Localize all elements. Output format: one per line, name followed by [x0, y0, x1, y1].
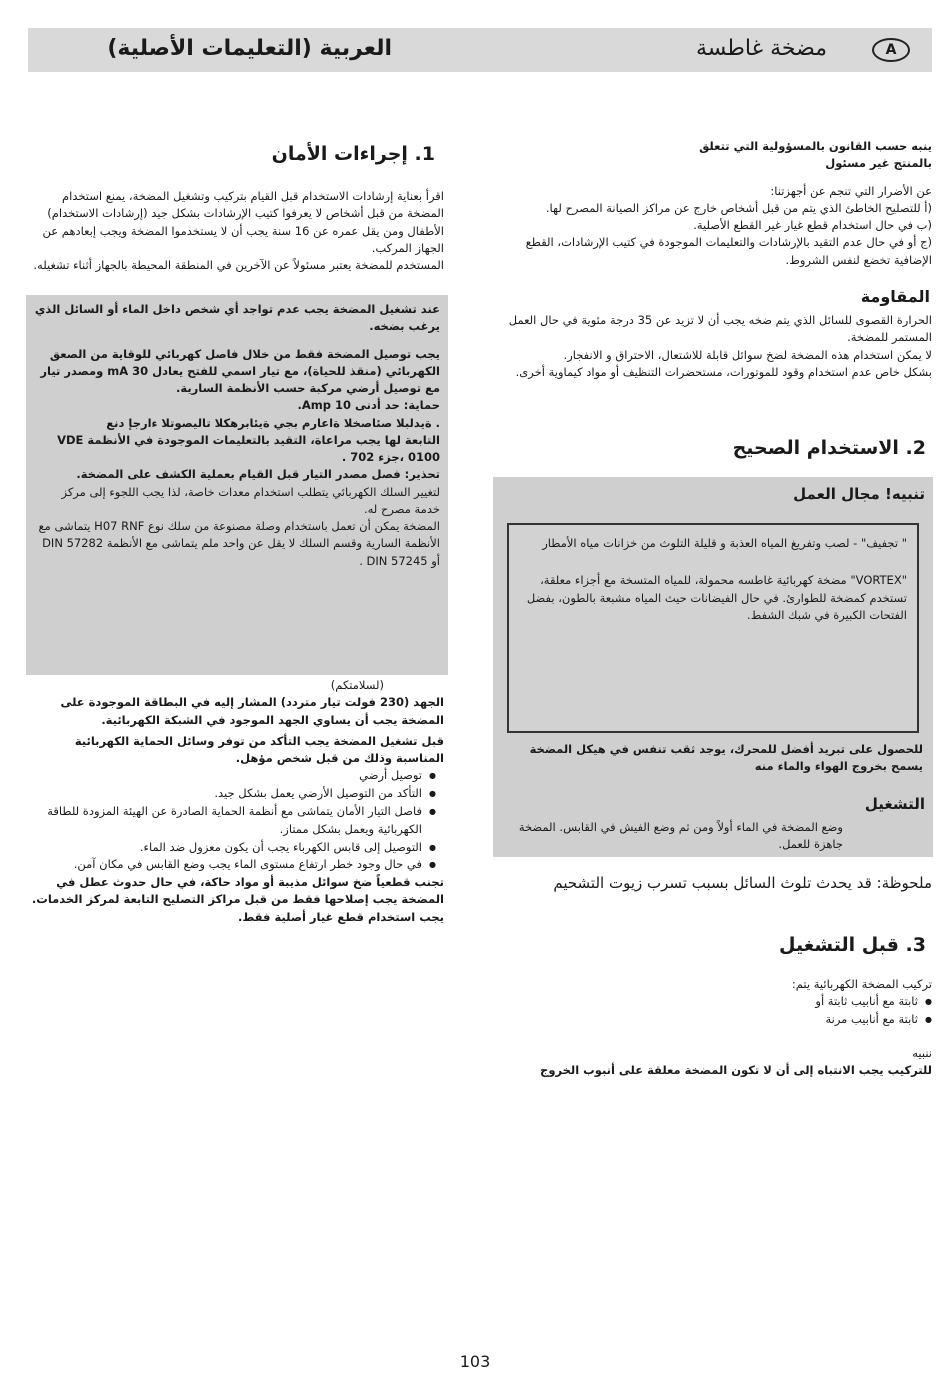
- install-item: ● ثابتة مع أنابيب مرنة: [500, 1011, 918, 1029]
- right-column: [500, 138, 932, 269]
- notice-title: ننبيه: [912, 1045, 932, 1060]
- warning-title: تنبيه! مجال العمل: [793, 485, 925, 503]
- fuse-rating: حماية: حد أدنى 10 Amp.: [297, 398, 440, 413]
- solvent-warning: تجنب قطعياً ضخ سوائل مذيبة أو مواد حاكة، في حال حدوث عطل في المضخة يجب إصلاحها فقط من قبل مراكز التصليح التابعة لمركز الخدمات.: [31, 875, 444, 907]
- damages-title: عن الأضرار التي تنجم عن أجهزتنا:: [770, 183, 932, 198]
- damage-item: (ب في حال استخدام قطع غيار غير القطع الأصلية.: [693, 218, 932, 232]
- section-2-title: 2. الاستخدام الصحيح: [732, 437, 926, 459]
- usage-vortex: "VORTEX" مضخة كهربائية غاطسه محمولة، للمياه المتسخة مع أجزاء معلقة، تستخدم كمضخة للطوارئ. في حال الفيضانات حيث المياه مشبعة بالطون، بفضل الفتحات الكبيرة في شبك الشفط.: [526, 573, 907, 622]
- damage-item: (أ للتصليح الخاطئ الذي يتم من قبل أشخاص خارج عن مراكز الصيانة المصرح لها.: [545, 200, 932, 215]
- cable-replacement: لتغيير السلك الكهربائي يتطلب استخدام معدات خاصة، لذا يجب اللجوء إلى مركز خدمة مصرح له.: [61, 484, 440, 516]
- operation-title: التشغيل: [864, 795, 925, 813]
- voltage-text: الجهد (230 فولت تيار متردد) المشار إليه في البطاقة الموجودة على المضخة يجب أن يساوي الجهد الموجود في الشبكة الكهربائية.: [60, 695, 444, 727]
- protection-item: ● التوصيل إلى قابس الكهرباء يجب أن يكون معزول ضد الماء.: [30, 839, 422, 857]
- operation-text: وضع المضخة في الماء أولاً ومن ثم وضع الفيش في القابس. المضخة جاهزة للعمل.: [518, 820, 843, 852]
- protection-item: ● فاصل التيار الأمان يتماشى مع أنظمة الحماية الصادرة عن الهيئة المزودة للطاقة الكهربائية ويعمل بشكل ممتاز.: [30, 803, 422, 839]
- liability-intro: ينبه حسب القانون بالمسؤولية التي تتعلق بالمنتج غير مسئول: [699, 139, 932, 171]
- usage-drainage: " تجفيف" - لصب وتفريغ المياه العذبة و قليلة التلوث من خزانات مياه الأمطار: [542, 536, 907, 550]
- install-list: [500, 993, 932, 1029]
- section-1-title: 1. إجراءات الأمان: [271, 143, 435, 165]
- header-bar: [28, 28, 932, 72]
- protection-item: ● التأكد من التوصيل الأرضي يعمل بشكل جيد.: [30, 785, 422, 803]
- language-badge: A: [872, 38, 910, 62]
- resistance-block: [500, 312, 932, 381]
- rcd-requirement: يجب توصيل المضخة فقط من خلال فاصل كهربائي للوقاية من الصعق الكهربائي (منقذ للحياة)، مع تيار اسمي للفتح يعادل 30 mA ومصدر تيار مع توصيل أرضي مركبة حسب الأنظمة السارية.: [40, 346, 440, 395]
- damage-item: (ج أو في حال عدم التقيد بالإرشادات والتعليمات الموجودة في كتيب الإرشادات، القطع الإضافية تخضع لنفس الشروط.: [525, 235, 932, 267]
- for-your-safety: (لسلامتكم): [330, 678, 384, 692]
- safety-paragraph: المستخدم للمضخة يعتبر مسئولاً عن الآخرين في المنطقة المحيطة بالجهاز أثناء تشغيله.: [33, 258, 444, 272]
- language-title: العربية (التعليمات الأصلية): [107, 36, 392, 61]
- protection-item: ● توصيل أرضي: [30, 767, 422, 785]
- safety-intro: [30, 188, 444, 274]
- before-operation: قبل تشغيل المضخة يجب التأكد من توفر وسائل الحماية الكهربائية المناسبة وذلك من قبل شخص مؤهل.: [74, 733, 444, 765]
- lubricant-note: ملحوظة: قد يحدث تلوث السائل بسبب تسرب زيوت التشحيم: [553, 874, 932, 892]
- resistance-text: الحرارة القصوى للسائل الذي يتم ضخه يجب أن لا تزيد عن 35 درجة مئوية في حال العمل المستمر للمضخة.: [508, 313, 932, 345]
- resistance-text: لا يمكن استخدام هذه المضخة لضخ سوائل قابلة للاشتعال، الاحتراق و الانفجار.: [563, 347, 932, 362]
- usage-panel: [493, 477, 933, 857]
- install-intro: تركيب المضخة الكهربائية يتم:: [791, 977, 932, 991]
- notice-text: للتركيب يجب الانتباه إلى أن لا تكون المضخة معلقة على أنبوب الخروج: [540, 1063, 932, 1078]
- no-person-in-water: عند تشغيل المضخة يجب عدم تواجد أي شخص داخل الماء أو السائل الذي يرغب بضخه.: [34, 302, 440, 334]
- installation-block: [500, 976, 932, 1079]
- usage-box: [507, 523, 919, 733]
- original-parts: يجب استخدام قطع غيار أصلية فقط.: [237, 909, 444, 924]
- page-number: 103: [459, 1352, 491, 1371]
- cooling-text: للحصول على تبريد أفضل للمحرك، يوجد ثقب تنفس في هيكل المضخة يسمح بخروج الهواء والماء منه: [529, 742, 923, 774]
- electrical-safety-panel: [26, 295, 448, 675]
- protection-list: [30, 767, 436, 874]
- electrical-block: [30, 677, 444, 926]
- local-regulations: . ةيدلبلا صئاصخلا ةاعارم بجي ةيئابرهكلا تاليصوتلا ءارجإ دنع: [106, 415, 440, 430]
- disconnect-warning: تحذير: فصل مصدر التيار قبل القيام بعملية الكشف على المضخة.: [76, 467, 440, 482]
- install-item: ● ثابتة مع أنابيب ثابتة أو: [500, 993, 918, 1011]
- safety-paragraph: اقرأ بعناية إرشادات الاستخدام قبل القيام بتركيب وتشغيل المضخة، يمنع استخدام المضخة من قبل أشخاص لا يعرفوا كتيب الإرشادات بشكل جيد (إرشادات الاستخدام) الأطفال ومن يقل عمره عن 16 سنة يجب أن لا يستخدموا المضخة ويجب إبعادهم عن الجهاز المركب.: [42, 189, 444, 255]
- resistance-text: بشكل خاص عدم استخدام وقود للموتورات، مستحضرات التنظيف أو مواد كيماوية أخرى.: [515, 364, 932, 379]
- section-3-title: 3. قبل التشغيل: [778, 934, 926, 956]
- product-name: مضخة غاطسة: [696, 36, 827, 61]
- protection-item: ● في حال وجود خطر ارتفاع مستوى الماء يجب وضع القابس في مكان آمن.: [30, 856, 422, 874]
- resistance-title: المقاومة: [860, 287, 930, 306]
- cable-type: المضخة يمكن أن تعمل باستخدام وصلة مصنوعة من سلك نوع H07 RNF يتماشى مع الأنظمة السارية وقسم السلك لا يقل عن واحد ملم يتماشى مع الأنظمة DIN 57282 أو DIN 57245 .: [38, 519, 440, 568]
- vde-regulation: التابعة لها يجب مراعاة، التقيد بالتعليمات الموجودة في الأنظمة VDE 0100 ،جزء 702 .: [57, 432, 440, 464]
